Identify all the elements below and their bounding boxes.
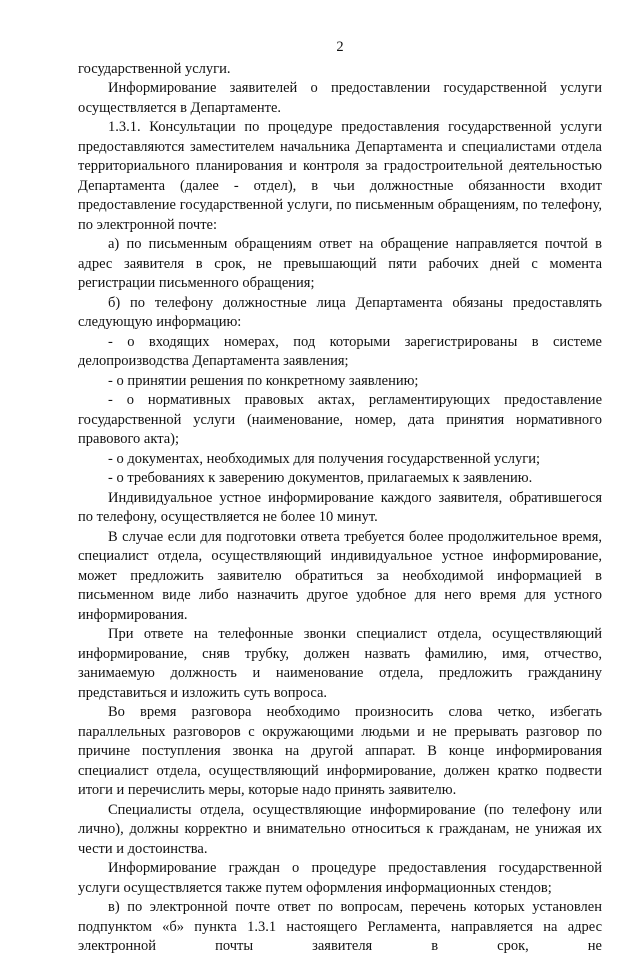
paragraph-phone-info: б) по телефону должностные лица Департамента обязаны предоставлять следующую информацию:	[78, 294, 602, 330]
list-item-legal-acts: - о нормативных правовых актах, регламентирующих предоставление государственной услуги (наименование, номер, дата принятия нормативного правового акта);	[78, 392, 602, 447]
paragraph-specialists-conduct: Специалисты отдела, осуществляющие информирование (по телефону или лично), должны корректно и внимательно относиться к гражданам, не унижая их чести и достоинства.	[78, 801, 602, 857]
paragraph-info-stands: Информирование граждан о процедуре предоставления государственной услуги осуществляется также путем оформления информационных стендов;	[78, 860, 602, 896]
paragraph-informing-department: Информирование заявителей о предоставлении государственной услуги осуществляется в Департаменте.	[78, 80, 602, 116]
paragraph-email: в) по электронной почте ответ по вопросам, перечень которых установлен подпунктом «б» пункта 1.3.1 настоящего Регламента, направляется на адрес электронной почты заявителя в срок, не	[78, 899, 602, 954]
list-item-documents: - о документах, необходимых для получения государственной услуги;	[108, 450, 541, 467]
paragraph-consultations-1-3-1: 1.3.1. Консультации по процедуре предоставления государственной услуги предоставляются заместителем начальника Департамента и специалистами отдела территориального планирования и контроля за градостроительной деятельностью Департамента (далее - отдел), в чьи должностные обязанности входит предоставление государственной услуги, по письменным обращениям, по телефону, по электронной почте:	[78, 119, 602, 233]
paragraph-written-requests: а) по письменным обращениям ответ на обращение направляется почтой в адрес заявителя в срок, не превышающий пяти рабочих дней с момента регистрации письменного обращения;	[78, 236, 602, 291]
list-item-decision: - о принятии решения по конкретному заявлению;	[108, 372, 419, 389]
paragraph-conversation: Во время разговора необходимо произносить слова четко, избегать параллельных разговоров с окружающими людьми и не прерывать разговор по причине поступления звонка на другой аппарат. В конце информирования специалист отдела, осуществляющий информирование, должен кратко подвести итоги и перечислить меры, которые надо принять заявителю.	[78, 704, 602, 798]
document-page	[78, 38, 602, 957]
list-item-certification: - о требованиях к заверению документов, прилагаемых к заявлению.	[108, 470, 533, 486]
paragraph-oral-informing: Индивидуальное устное информирование каждого заявителя, обратившегося по телефону, осуществляется не более 10 минут.	[78, 489, 602, 525]
paragraph-longer-response: В случае если для подготовки ответа требуется более продолжительное время, специалист отдела, осуществляющий индивидуальное устное информирование, может предложить заявителю обратиться за необходимой информацией в письменном виде либо назначить другое удобное для него время для устного информирования.	[78, 528, 602, 623]
paragraph-continuation: государственной услуги.	[78, 60, 231, 77]
paragraph-phone-calls: При ответе на телефонные звонки специалист отдела, осуществляющий информирование, сняв трубку, должен назвать фамилию, имя, отчество, занимаемую должность и наименование отдела, предложить гражданину представиться и изложить суть вопроса.	[78, 626, 602, 701]
list-item-incoming-numbers: - о входящих номерах, под которыми зарегистрированы в системе делопроизводства Департамента заявления;	[78, 333, 602, 369]
page-number: 2	[336, 39, 344, 55]
